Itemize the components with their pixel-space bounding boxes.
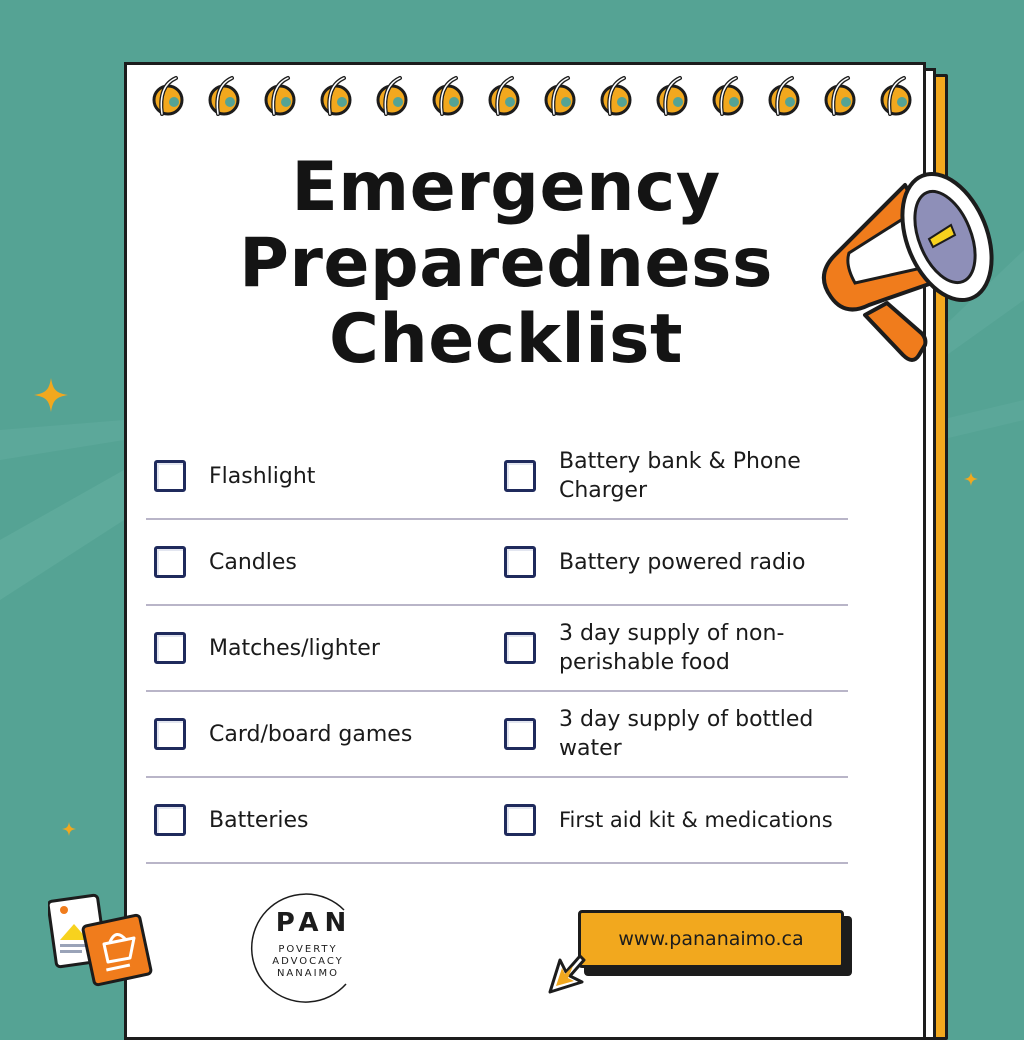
checkbox[interactable] [504, 632, 536, 664]
checkbox[interactable] [154, 546, 186, 578]
megaphone-icon [805, 165, 1005, 375]
logo-subtitle [256, 944, 360, 980]
page-title [186, 150, 826, 378]
checklist-item[interactable] [504, 520, 856, 604]
sparkle-icon [62, 822, 76, 836]
checklist-item[interactable] [154, 606, 494, 690]
checkbox[interactable] [154, 632, 186, 664]
checklist-item-label: Card/board games [209, 721, 413, 747]
checklist-item[interactable] [504, 434, 856, 518]
checkbox[interactable] [154, 804, 186, 836]
checklist-item-label: Battery powered radio [559, 549, 806, 575]
shopping-basket-icon [82, 915, 151, 986]
checklist-item-label: 3 day supply of non-perishable food [559, 621, 785, 675]
spiral-binding [124, 60, 924, 130]
checkbox[interactable] [154, 718, 186, 750]
checklist-item[interactable] [504, 692, 856, 776]
checklist-item-label: 3 day supply of bottled water [559, 707, 814, 761]
checklist-item[interactable] [154, 778, 494, 862]
logo-acronym: PAN [275, 908, 353, 938]
checklist-row [146, 434, 848, 520]
checklist-item[interactable] [504, 606, 856, 690]
checkbox[interactable] [504, 718, 536, 750]
shopping-cards-illustration [48, 892, 160, 988]
cursor-arrow-icon [546, 952, 592, 998]
checklist-row [146, 520, 848, 606]
title-line-1: Emergency [291, 148, 721, 227]
checklist-item[interactable] [154, 520, 494, 604]
checklist-item-label: Candles [209, 549, 297, 575]
checklist-row [146, 606, 848, 692]
checkbox[interactable] [504, 460, 536, 492]
checklist-item[interactable] [154, 434, 494, 518]
title-line-2: Preparedness [239, 224, 773, 303]
checklist-item[interactable] [504, 778, 856, 862]
title-line-3: Checklist [328, 300, 684, 379]
checklist-row [146, 692, 848, 778]
checklist-row [146, 778, 848, 864]
checkbox[interactable] [154, 460, 186, 492]
logo-line-3: NANAIMO [276, 968, 340, 979]
checklist-item-label: Flashlight [209, 463, 316, 489]
pan-logo [246, 888, 366, 1006]
checklist-item-label: Matches/lighter [209, 635, 380, 661]
checkbox[interactable] [504, 546, 536, 578]
sparkle-icon [34, 378, 68, 412]
logo-line-2: ADVOCACY [272, 956, 344, 967]
checklist-item-label: Battery bank & Phone Charger [559, 449, 801, 503]
checklist [146, 434, 848, 864]
checklist-item-label: First aid kit & medications [559, 807, 833, 832]
checklist-item[interactable] [154, 692, 494, 776]
checkbox[interactable] [504, 804, 536, 836]
checklist-item-label: Batteries [209, 807, 309, 833]
sparkle-icon [964, 472, 978, 486]
website-button[interactable]: www.pananaimo.ca [578, 910, 844, 968]
logo-line-1: POVERTY [278, 944, 338, 955]
